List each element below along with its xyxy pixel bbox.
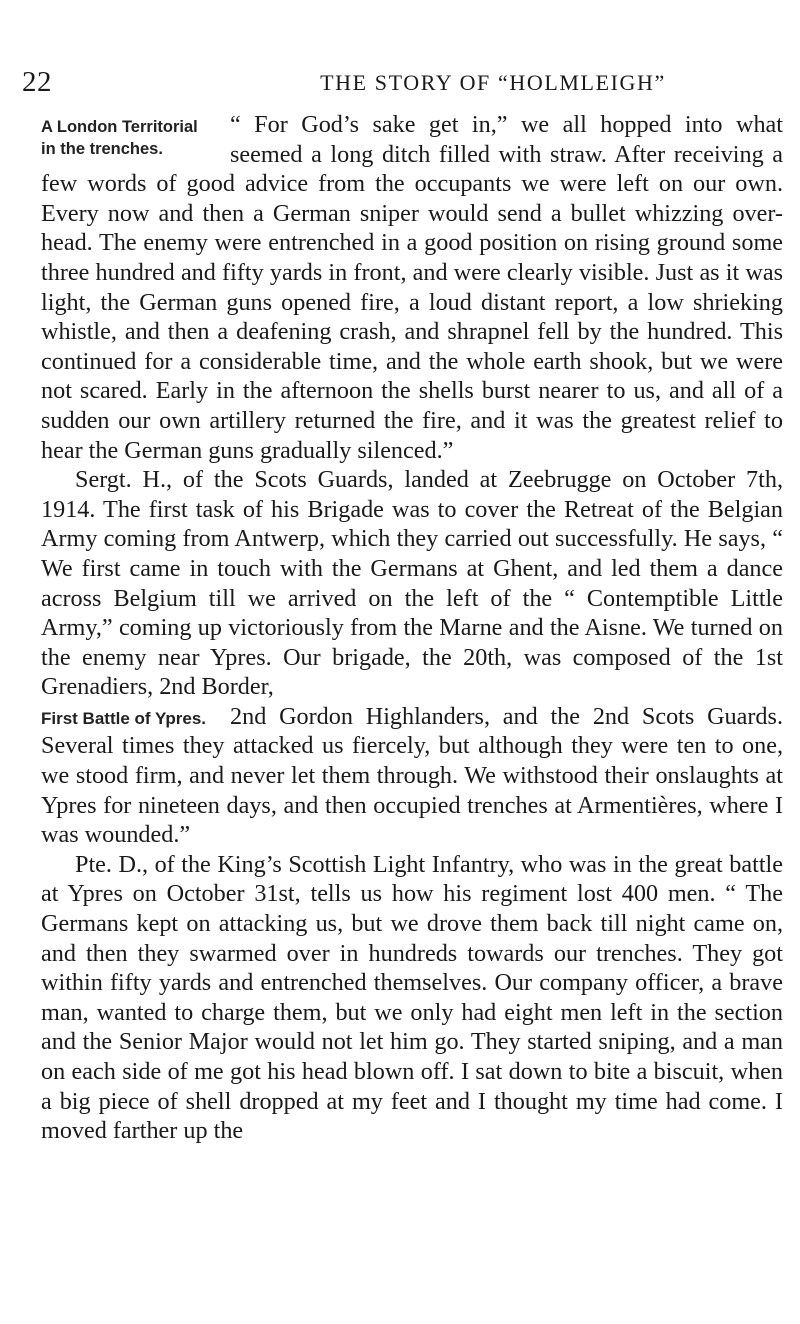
running-head	[22, 66, 784, 102]
paragraph-text: 2nd Gordon Highlanders, and the 2nd Scots Guards. Several times they attacked us fiercely, but although they were ten to one, we stood firm, and never let them through. We withstood their onslaughts at Ypres for nineteen days, and then occupied trenches at Armentières, where I was wounded.”	[41, 702, 783, 849]
running-title: THE STORY OF “HOLMLEIGH”	[320, 70, 666, 95]
sidenote-first-battle-ypres: First Battle of Ypres.	[41, 708, 207, 728]
paragraph-pte-d	[41, 850, 783, 1146]
paragraph-text: “ For God’s sake get in,” we all hopped into what seemed a long ditch filled with straw. After receiving a few words of good advice from the occupants we were left on our own. Every now and then a German sniper would send a bullet whizzing over-head. The enemy were entrenched in a good position on rising ground some three hundred and fifty yards in front, and were clearly visible. Just as it was light, the German guns opened fire, a loud distant report, a low shrieking whistle, and then a deafening crash, and shrapnel fell by the hundred. This continued for a considerable time, and the whole earth shook, but we were not scared. Early in the afternoon the shells burst nearer to us, and all of a sudden our own artillery returned the fire, and it was the greatest relief to hear the German guns gradually silenced.”	[41, 111, 783, 464]
paragraph-sergt-h-continued	[41, 702, 783, 850]
sidenote-london-territorial: A London Territorial in the trenches.	[41, 118, 198, 158]
paragraph-text: Sergt. H., of the Scots Guards, landed at Zeebrugge on October 7th, 1914. The first task of his Brigade was to cover the Retreat of the Belgian Army coming from Antwerp, which they carried out successfully. He says, “ We first came in touch with the Germans at Ghent, and led them a dance across Belgium till we arrived on the left of the “ Contemptible Little Army,” coming up victoriously from the Marne and the Aisne. We turned on the enemy near Ypres. Our brigade, the 20th, was composed of the 1st Grenadiers, 2nd Border,	[41, 466, 783, 701]
paragraph-london-territorial	[41, 110, 783, 465]
paragraph-text: Pte. D., of the King’s Scottish Light Infantry, who was in the great battle at Ypres on October 31st, tells us how his regiment lost 400 men. “ The Germans kept on attacking us, but we drove them back till night came on, and then they swarmed over in hundreds towards our trenches. They got within fifty yards and entrenched themselves. Our company officer, a brave man, wanted to charge them, but we only had eight men left in the section and the Senior Major would not let him go. They started sniping, and a man on each side of me got his head blown off. I sat down to bite a biscuit, when a big piece of shell dropped at my feet and I thought my time had come. I moved farther up the	[41, 850, 783, 1145]
paragraph-sergt-h	[41, 465, 783, 702]
page-number: 22	[22, 66, 52, 98]
body-text	[41, 110, 783, 1146]
